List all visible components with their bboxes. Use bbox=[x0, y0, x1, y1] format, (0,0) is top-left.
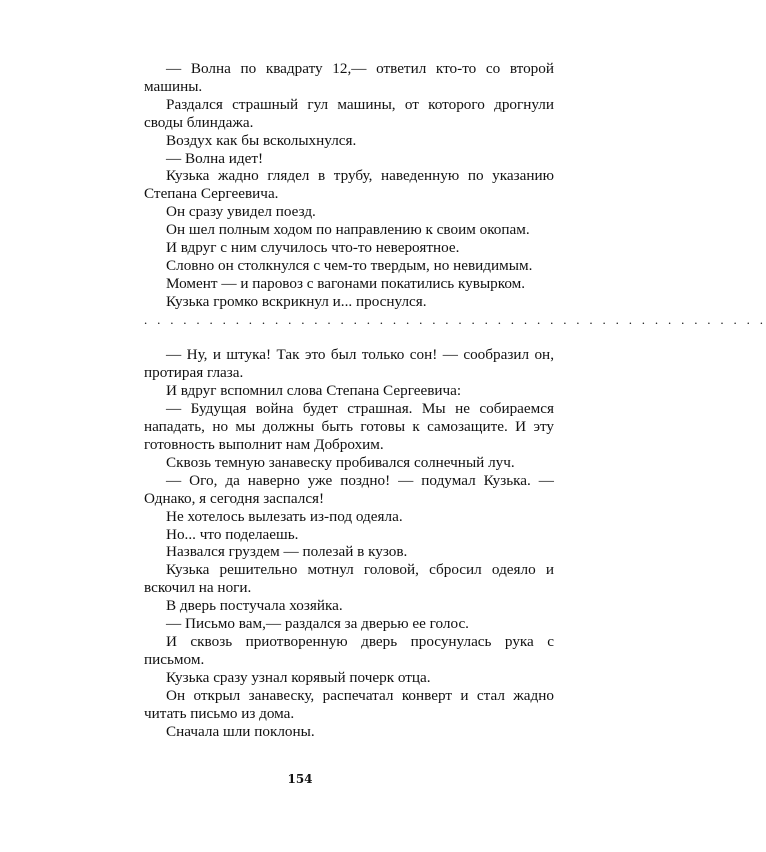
paragraph: Сначала шли поклоны. bbox=[166, 722, 315, 740]
paragraph: Сквозь темную занавеску пробивался солнечный луч. bbox=[166, 453, 515, 471]
section-gap bbox=[144, 329, 554, 347]
paragraph: — Волна идет! bbox=[166, 149, 264, 167]
paragraph: — Ну, и штука! Так это был только сон! — сообразил он, протирая глаза. bbox=[144, 346, 554, 382]
paragraph: — Ого, да наверно уже поздно! — подумал Кузька. — Однако, я сегодня заспался! bbox=[144, 471, 554, 507]
paragraph: В дверь постучала хозяйка. bbox=[166, 597, 343, 615]
text-block-bottom bbox=[144, 346, 554, 740]
paragraph: Не хотелось вылезать из-под одеяла. bbox=[166, 507, 403, 525]
page-number: 154 bbox=[287, 772, 313, 786]
paragraph: Назвался груздем — полезай в кузов. bbox=[166, 543, 408, 561]
paragraph: И сквозь приотворенную дверь просунулась рука с письмом. bbox=[144, 632, 554, 668]
paragraph: Кузька сразу узнал корявый почерк отца. bbox=[166, 668, 431, 686]
paragraph: Кузька жадно глядел в трубу, наведенную по указанию Степана Сергеевича. bbox=[144, 167, 554, 203]
paragraph: — Будущая война будет страшная. Мы не собираемся нападать, но мы должны быть готовы к самозащите. И эту готовность выполнит нам Доброхим. bbox=[144, 400, 554, 453]
paragraph: И вдруг вспомнил слова Степана Сергеевича: bbox=[166, 382, 462, 400]
paragraph: Словно он столкнулся с чем-то твердым, но невидимым. bbox=[166, 256, 533, 274]
text-block-top bbox=[144, 60, 554, 311]
paragraph: Но... что поделаешь. bbox=[166, 525, 299, 543]
paragraph: — Волна по квадрату 12,— ответил кто-то со второй машины. bbox=[144, 60, 554, 95]
page-text bbox=[144, 60, 766, 740]
paragraph: Раздался страшный гул машины, от которого дрогнули своды блиндажа. bbox=[144, 95, 554, 131]
paragraph: Он шел полным ходом по направлению к своим окопам. bbox=[166, 221, 530, 239]
paragraph: Он сразу увидел поезд. bbox=[166, 203, 316, 221]
paragraph: Воздух как бы всколыхнулся. bbox=[166, 131, 357, 149]
paragraph: Момент — и паровоз с вагонами покатились кувырком. bbox=[166, 274, 526, 292]
paragraph: И вдруг с ним случилось что-то невероятное. bbox=[166, 239, 460, 257]
paragraph: Он открыл занавеску, распечатал конверт и стал жадно читать письмо из дома. bbox=[144, 686, 554, 722]
paragraph: — Письмо вам,— раздался за дверью ее голос. bbox=[166, 615, 469, 633]
paragraph: Кузька громко вскрикнул и... проснулся. bbox=[166, 292, 427, 310]
section-separator: . . . . . . . . . . . . . . . . . . . . . . . . . . . . . . . . . . . . . . . . . . . . . . . . bbox=[144, 311, 766, 327]
paragraph: Кузька решительно мотнул головой, сбросил одеяло и вскочил на ноги. bbox=[144, 561, 554, 597]
